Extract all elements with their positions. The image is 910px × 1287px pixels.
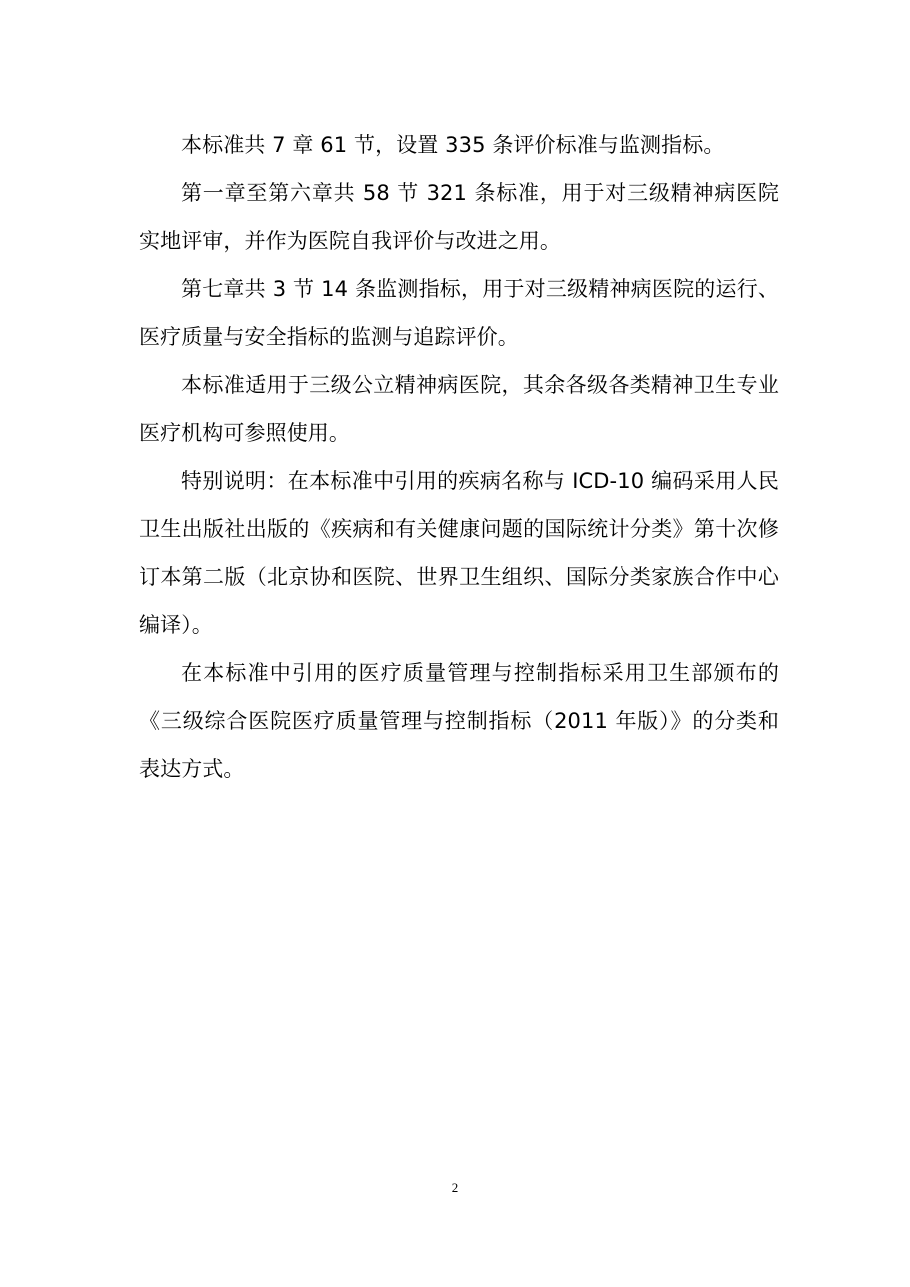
paragraph-applicability: 本标准适用于三级公立精神病医院，其余各级各类精神卫生专业医疗机构可参照使用。	[139, 373, 779, 445]
paragraph-chapter-7: 第七章共 3 节 14 条监测指标，用于对三级精神病医院的运行、医疗质量与安全指标的监测与追踪评价。	[139, 277, 779, 349]
page-number: 2	[451, 1180, 459, 1195]
document-body	[139, 121, 779, 793]
paragraph-special-note: 特别说明：在本标准中引用的疾病名称与 ICD-10 编码采用人民卫生出版社出版的《疾病和有关健康问题的国际统计分类》第十次修订本第二版（北京协和医院、世界卫生组织、国际分类家族合作中心编译）。	[139, 469, 779, 637]
paragraph-quality-indicators: 在本标准中引用的医疗质量管理与控制指标采用卫生部颁布的《三级综合医院医疗质量管理与控制指标（2011 年版）》的分类和表达方式。	[139, 661, 779, 781]
paragraph-scope-summary: 本标准共 7 章 61 节，设置 335 条评价标准与监测指标。	[181, 133, 725, 157]
paragraph-chapters-1-6: 第一章至第六章共 58 节 321 条标准，用于对三级精神病医院实地评审，并作为医院自我评价与改进之用。	[139, 181, 779, 253]
